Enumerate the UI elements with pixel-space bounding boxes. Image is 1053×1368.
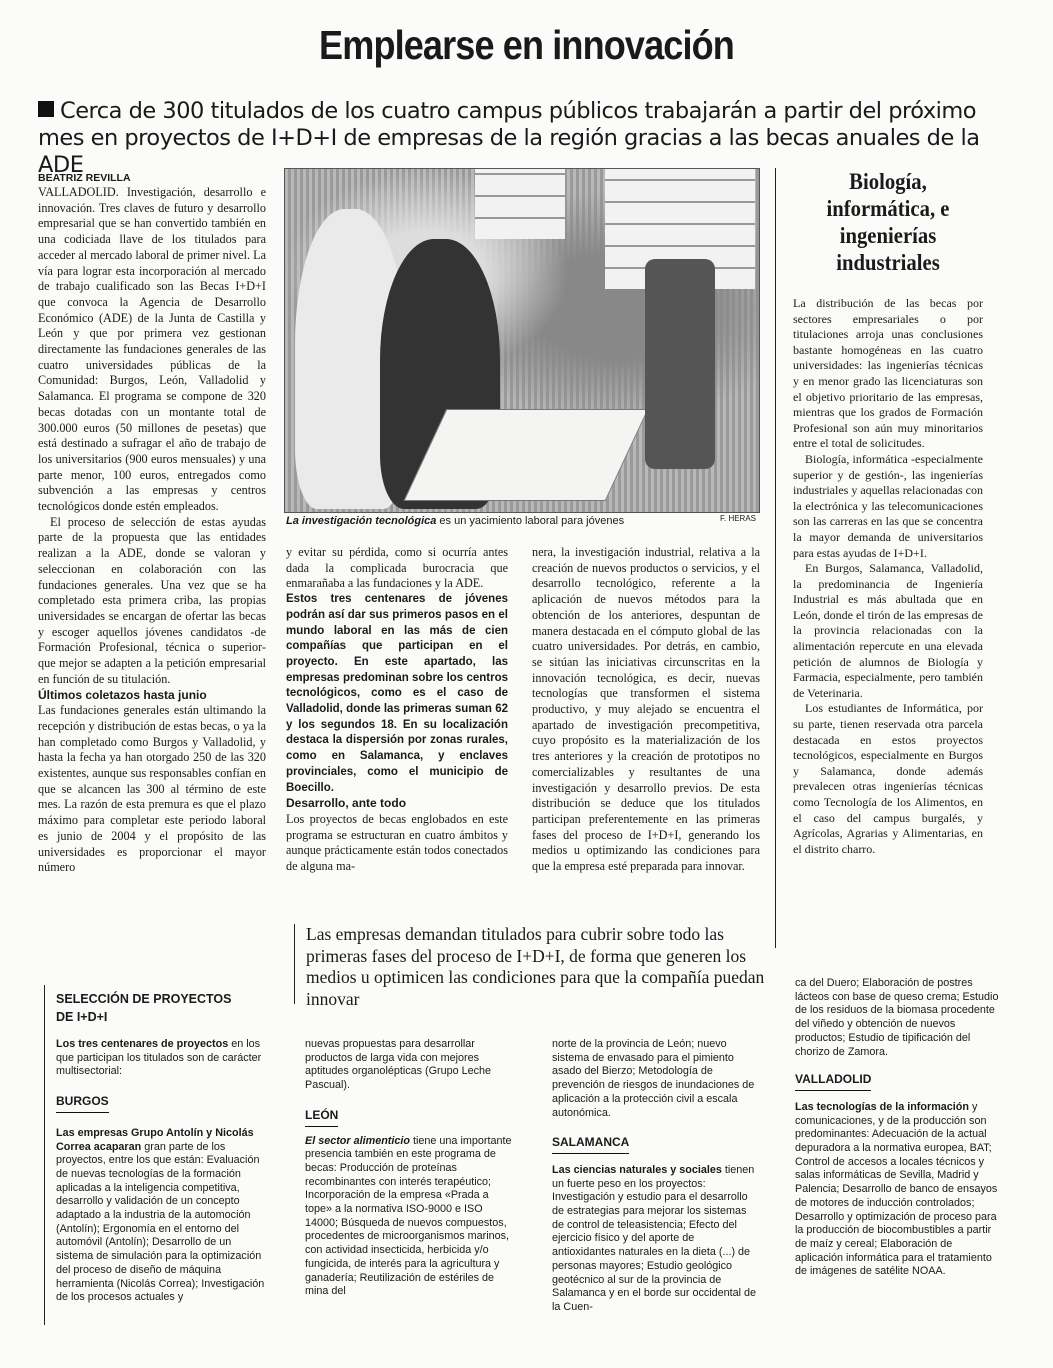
sidebar-body — [793, 296, 983, 857]
valladolid-text: y comunicaciones, y de la producción son predominantes: Adecuación de la actual depuradora a la normativa europea, BAT; Control de accesos a locales técnicos y salas informáticas de Sevilla, Madrid y Palencia; Desarrollo de banco de ensayos de motores de inducción controlados; Desarrollo y optimización de proceso para la producción de biocombustibles a partir de maíz y cereal; Elaboración de aplicación informática para el tratamiento de imágenes de satélite NOAA. — [795, 1100, 998, 1278]
valladolid-bold: Las tecnologías de la información — [795, 1100, 969, 1113]
square-bullet-icon — [38, 101, 54, 117]
article-photo — [284, 168, 760, 513]
burgos-text: gran parte de los proyectos, entre los que están: Evaluación de nuevas tecnologías de la formación aplicadas a la inteligencia competitiva, desarrollo y validación de un concepto adaptado a la industria de la automoción (Antolín); Ergonomía en el entorno del automóvil (Antolín); Desarrollo de un sistema de simulación para la optimización del proceso de diseño de máquina herramienta (Nicolás Correa); Investigación de los procesos actuales y — [56, 1140, 265, 1304]
box-column-1 — [56, 1038, 268, 1305]
sidebar-divider — [775, 168, 776, 948]
col1-paragraph-2: El proceso de selección de estas ayudas parte de la propuesta que las entidades realizan a la ADE, donde se valoran y seleccionan en colaboración con las fundaciones generales. Una vez que se ha completado esta primera criba, las propias universidades se encargan de ofertar las becas y escoger aquellos jóvenes candidatos -de Formación Profesional, técnica o superior- que mejor se adapten a la petición empresarial en función de su titulación. — [38, 514, 266, 686]
sidebar-paragraph-1: La distribución de las becas por sectores empresariales o por titulaciones arroja unas conclusiones bastante homogéneas en las cuatro universidades: las ingenierías técnicas y en menor grado las licenciaturas son el objetivo prioritario de las empresas, mientras que los grados de Formación Profesional son aún muy minoritarios entre el total de solicitudes. — [793, 296, 983, 451]
sidebar-title: Biología, informática, e ingenierías industriales — [826, 169, 950, 275]
projects-box-title — [56, 990, 246, 1026]
salamanca-text: tienen un fuerte peso en los proyectos: Investigación y estudio para el desarrollo de estrategias para mejorar los sistemas de control de teleasistencia; Efecto del ejercicio físico y del aporte de antioxidantes naturales en la dieta (...) de personas mayores; Estudio geológico geotécnico al sur de la provincia de Salamanca y en el borde sur occidental de la Cuen- — [552, 1163, 757, 1313]
sidebar-paragraph-4: Los estudiantes de Informática, por su parte, tienen reservada otra parcela destacada en estos proyectos tecnológicos, especialmente en Burgos y Salamanca, donde además prevalecen otras ingenierías técnicas como Tecnología de los Alimentos, en el caso del campus burgalés, y Agrícolas, Agrarias y Alimentarias, en el distrito charro. — [793, 701, 983, 856]
subhead — [38, 98, 1018, 179]
box-col2-text: nuevas propuestas para desarrollar productos de larga vida con mejores aptitudes organolépticas (Grupo Leche Pascual). — [305, 1038, 492, 1092]
article-column-1 — [38, 185, 266, 876]
valladolid-heading: VALLADOLID — [795, 1073, 871, 1091]
leon-text: tiene una importante presencia también en este programa de becas: Producción de proteínas recombinantes con interés terapéutico; Incorporación de la empresa «Prada a tope» a la normativa ISO-9000 e ISO 14000; Búsqueda de nuevos compuestos, procedentes de microorganismos marinos, con actividad insecticida, herbicida y/o fungicida, de interés para la agricultura y ganadería; Reutilización de estériles de mina del — [305, 1134, 512, 1298]
photo-window — [475, 169, 565, 239]
photo-caption — [286, 515, 624, 527]
byline: BEATRIZ REVILLA — [38, 172, 131, 184]
pull-quote-rule — [294, 924, 295, 1004]
headline: Emplearse en innovación — [319, 22, 734, 68]
pull-quote: Las empresas demandan titulados para cubrir sobre todo las primeras fases del proceso de I+D+I, de forma que generen los medios u optimicen las condiciones para que la compañía puedan innovar — [306, 924, 765, 1009]
col3-paragraph-1: nera, la investigación industrial, relativa a la creación de nuevos productos o servicios, y el desarrollo tecnológico, referente a la aplicación de nuevos métodos para la obtención de los anteriores, despuntan de manera destacada en el cómputo global de las cuatro universidades. Por detrás, en cambio, se sitúan las iniciativas circunscritas en la innovación tecnológica, es decir, nuevas tecnologías que transformen el sistema productivo, y muy alejado se encuentra el apartado de investigación precompetitiva, cuyo propósito es la materialización de los tres anteriores y la creación de prototipos no comercializables y resultantes de una investigación y desarrollo previos. De esta distribución se deduce que los titulados participan preferentemente en las primeras fases del proceso de I+D+I, generando los medios u optimizando las condiciones para que la empresa esté preparada para innovar. — [532, 545, 760, 874]
box-column-3 — [552, 1038, 757, 1315]
photo-document — [404, 409, 649, 501]
salamanca-heading: SALAMANCA — [552, 1136, 629, 1154]
col1-paragraph-3: Las fundaciones generales están ultimando la recepción y distribución de estas becas, o ya la han completado como Burgos y Valladolid, y hasta la fecha ya han otorgado 250 de las 320 existentes, aunque sus responsables confían en que se alcancen las 300 al término de este mes. La razón de esta premura es que el plazo máximo para completar este periodo laboral es junio de 2004 y el propósito de las universidades es proporcionar el mayor número — [38, 703, 266, 875]
salamanca-bold: Las ciencias naturales y sociales — [552, 1163, 722, 1176]
burgos-heading: BURGOS — [56, 1095, 109, 1113]
box-rule — [44, 985, 45, 1325]
photo-machine — [645, 259, 715, 469]
article-column-2 — [286, 545, 508, 875]
col1-subtitle: Últimos coletazos hasta junio — [38, 687, 207, 702]
box-intro-bold: Los tres centenares de proyectos — [56, 1038, 229, 1050]
col2-paragraph-3: Los proyectos de becas englobados en este programa se estructuran en cuatro ámbitos y aunque prácticamente están todos conectados de alguna ma- — [286, 811, 508, 874]
sidebar-paragraph-2: Biología, informática -especialmente superior y de gestión-, las ingenierías industriales y aquellas relacionadas con la electrónica y las telecomunicaciones son las carreras en las que se concentra la mayor demanda de universitarios para estas ayudas de I+D+I. — [793, 451, 983, 560]
box-title: SELECCIÓN DE PROYECTOS DE I+D+I — [56, 992, 232, 1024]
subhead-text: Cerca de 300 titulados de los cuatro campus públicos trabajarán a partir del próximo mes en proyectos de I+D+I de empresas de la región gracias a las becas anuales de la ADE — [38, 98, 980, 178]
box-column-4 — [795, 977, 1003, 1279]
leon-heading: LEÓN — [305, 1109, 338, 1127]
col2-paragraph-1: y evitar su pérdida, como si ocurría antes dada la complicada burocracia que enmarañaba a las fundaciones y la ADE. — [286, 545, 508, 591]
col2-subtitle: Desarrollo, ante todo — [286, 796, 407, 811]
box-col4-text: ca del Duero; Elaboración de postres lácteos con base de queso crema; Estudio de los residuos de la biomasa procedente del viñedo y obtención de nuevos productos; Estudio de tipificación del chorizo de Zamora. — [795, 977, 999, 1058]
photo-caption-text: es un yacimiento laboral para jóvenes — [436, 515, 625, 527]
article-column-3 — [532, 545, 760, 875]
box-intro-text: en los que participan los titulados son de carácter multisectorial: — [56, 1038, 262, 1078]
sidebar-paragraph-3: En Burgos, Salamanca, Valladolid, la predominancia de Ingeniería Industrial es más abultada que en León, donde el tirón de las empresas de la provincia relacionadas con la alimentación repercute en una elevada petición de alumnos de Biología y Farmacia, especialmente, pero también de Veterinaria. — [793, 561, 983, 700]
leon-bold: El sector alimenticio — [305, 1134, 411, 1147]
burgos-bold: Las empresas Grupo Antolín y Nicolás Correa acaparan — [56, 1126, 254, 1153]
photo-credit: F. HERAS — [720, 514, 757, 523]
col1-paragraph-1: VALLADOLID. Investigación, desarrollo e innovación. Tres claves de futuro y desarrollo empresarial que se han convertido también en una codiciada llave de los titulados para acceder al mercado laboral de primer nivel. La vía para lograr esta incorporación al mercado de trabajo cualificado son las Becas I+D+I que convoca la Agencia de Desarrollo Económico (ADE) de la Junta de Castilla y León y que por primera vez gestionan directamente las fundaciones generales de las cuatro universidades públicas de la Comunidad: Burgos, León, Valladolid y Salamanca. El programa se compone de 320 becas dotadas con un montante total de 300.000 euros (50 millones de pesetas) que está destinado a sufragar el año de trabajo de los universitarios (900 euros mensuales) y una parte menor, 100 euros, entregados como subvención a las empresas y centros tecnológicos donde estén empleados. — [38, 185, 266, 514]
box-col3-text: norte de la provincia de León; nuevo sistema de envasado para el pimiento asado del Bierzo; Metodología de prevención de riesgos de inundaciones de aplicación a la protección civil a escala autonómica. — [552, 1038, 755, 1119]
photo-caption-bold: La investigación tecnológica — [286, 515, 437, 527]
box-column-2 — [305, 1038, 517, 1299]
col2-paragraph-2: Estos tres centenares de jóvenes podrán así dar sus primeros pasos en el mundo laboral en las más de cien compañías que participan en el proyecto. En este apartado, las empresas predominan sobre los centros tecnológicos, como es el caso de Valladolid, donde las primeras suman 62 y los segundos 18. En su localización destaca la dispersión por zonas rurales, como en Salamanca, y enclaves provinciales, como el municipio de Boecillo. — [286, 593, 508, 794]
